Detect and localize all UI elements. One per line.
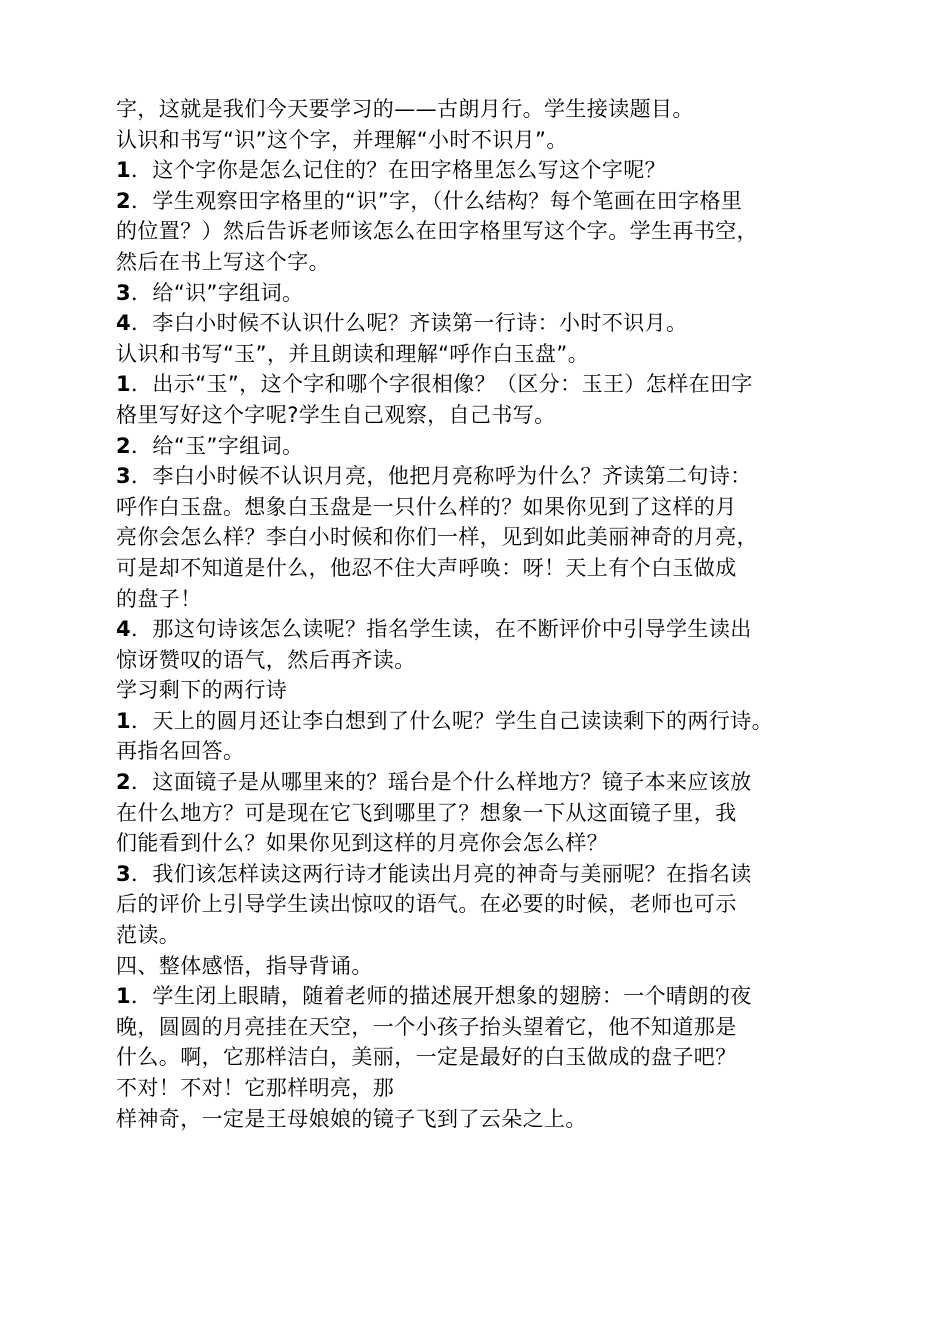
text-line [116,339,916,370]
line-text: 在什么地方？可是现在它飞到哪里了？想象一下从这面镜子里，我 [116,800,737,825]
line-text: 认识和书写“玉”，并且朗读和理解“呼作白玉盘”。 [116,341,590,366]
line-text: ．出示“玉”，这个字和哪个字很相像？（区分：玉王）怎样在田字 [131,372,753,397]
text-line [116,125,916,156]
line-text: ．李白小时候不认识月亮，他把月亮称呼为什么？齐读第二句诗： [131,464,752,489]
item-number: 1 [116,708,132,733]
text-line [116,431,916,462]
line-text: 们能看到什么？如果你见到这样的月亮你会怎么样？ [116,831,609,856]
line-text: 惊讶赞叹的语气，然后再齐读。 [116,647,416,672]
line-text: 再指名回答。 [116,739,245,764]
line-text: 可是却不知道是什么，他忍不住大声呼唤：呀！天上有个白玉做成 [116,555,737,580]
text-line [116,247,916,278]
text-line [116,859,916,890]
line-text: 的位置？）然后告诉老师该怎么在田字格里写这个字。学生再书空， [116,219,758,244]
text-line [116,889,916,920]
text-line [116,186,916,217]
text-line [116,1012,916,1043]
item-number: 1 [116,984,132,1009]
line-text: 晚，圆圆的月亮挂在天空，一个小孩子抬头望着它，他不知道那是 [116,1014,737,1039]
line-text: ．李白小时候不认识什么呢？齐读第一行诗：小时不识月。 [131,311,688,336]
line-text: ．给“识”字组词。 [131,280,304,305]
line-text: 字，这就是我们今天要学习的——古朗月行。学生接读题目。 [116,97,694,121]
text-line [116,369,916,400]
line-text: 认识和书写“识”这个字，并理解“小时不识月”。 [116,127,568,152]
item-number: 3 [116,464,132,489]
item-number: 3 [116,861,132,886]
line-text: ．我们该怎样读这两行诗才能读出月亮的神奇与美丽呢？在指名读 [131,861,752,886]
line-text: ．学生闭上眼睛，随着老师的描述展开想象的翅膀：一个晴朗的夜 [131,984,752,1009]
line-text: ．那这句诗该怎么读呢？指名学生读，在不断评价中引导学生读出 [131,617,752,642]
text-line [116,675,916,706]
text-line [116,400,916,431]
document-body [116,94,916,1134]
text-line [116,1042,916,1073]
line-text: 后的评价上引导学生读出惊叹的语气。在必要的时候，老师也可示 [116,892,737,917]
text-line [116,1073,916,1104]
line-text: 什么。啊，它那样洁白，美丽，一定是最好的白玉做成的盘子吧？ [116,1045,737,1070]
line-text: 然后在书上写这个字。 [116,249,330,274]
item-number: 1 [116,372,132,397]
text-line [116,1104,916,1135]
line-text: 的盘子！ [116,586,202,611]
text-line [116,920,916,951]
text-line [116,155,916,186]
line-text: ．给“玉”字组词。 [131,433,304,458]
text-line [116,736,916,767]
text-line [116,522,916,553]
text-line [116,492,916,523]
item-number: 2 [116,188,132,213]
text-line [116,553,916,584]
line-text: ．这个字你是怎么记住的？在田字格里怎么写这个字呢？ [131,158,667,183]
text-line [116,216,916,247]
text-line [116,706,916,737]
item-number: 4 [116,617,132,642]
text-line [116,94,916,125]
text-line [116,645,916,676]
text-line [116,767,916,798]
text-line [116,461,916,492]
item-number: 1 [116,158,132,183]
line-text: 学习剩下的两行诗 [116,678,288,703]
text-line [116,278,916,309]
item-number: 3 [116,280,132,305]
text-line [116,584,916,615]
line-text: 亮你会怎么样？李白小时候和你们一样，见到如此美丽神奇的月亮， [116,525,758,550]
line-text: 范读。 [116,923,181,948]
line-text: 不对！不对！它那样明亮，那 [116,1076,395,1100]
line-text: 呼作白玉盘。想象白玉盘是一只什么样的？如果你见到了这样的月 [116,494,737,519]
text-line [116,981,916,1012]
item-number: 2 [116,770,132,795]
line-text: ．学生观察田字格里的“识”字，（什么结构？每个笔画在田字格里 [131,188,743,213]
line-text: 四、整体感悟，指导背诵。 [116,953,373,978]
line-text: ．天上的圆月还让李白想到了什么呢？学生自己读读剩下的两行诗。 [131,708,774,733]
text-line [116,951,916,982]
line-text: 样神奇，一定是王母娘娘的镜子飞到了云朵之上。 [116,1106,587,1131]
text-line [116,798,916,829]
line-text: 格里写好这个字呢?学生自己观察，自己书写。 [116,402,556,427]
line-text: ．这面镜子是从哪里来的？瑶台是个什么样地方？镜子本来应该放 [131,770,752,795]
item-number: 2 [116,433,132,458]
item-number: 4 [116,311,132,336]
text-line [116,308,916,339]
text-line [116,614,916,645]
text-line [116,828,916,859]
